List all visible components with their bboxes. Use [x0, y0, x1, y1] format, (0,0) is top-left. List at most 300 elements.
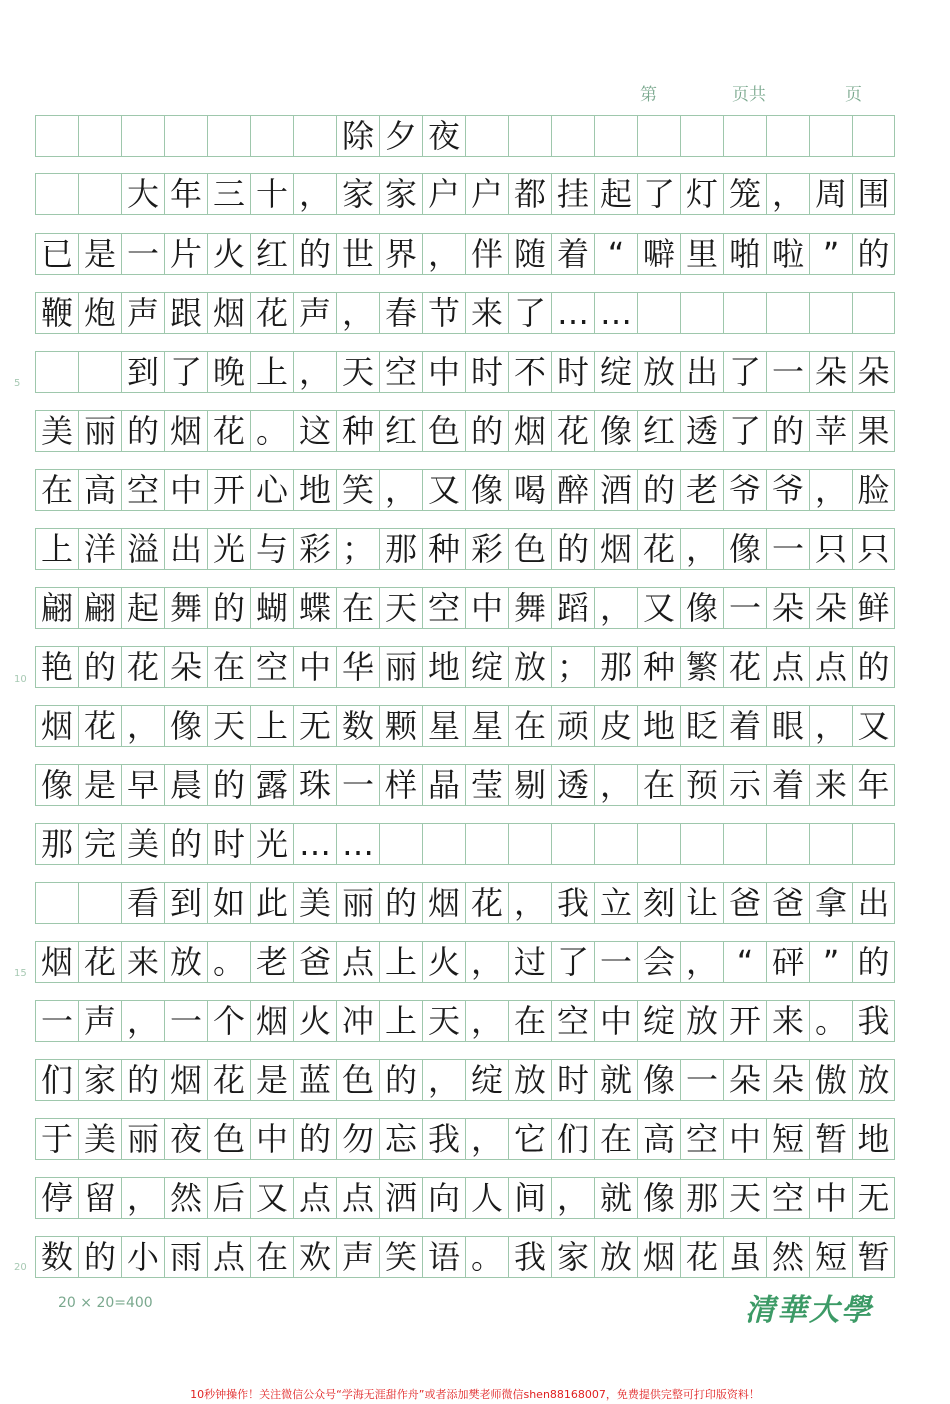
grid-cell: 放: [680, 1000, 723, 1042]
grid-cell: 的: [766, 410, 809, 452]
grid-cell: [723, 823, 766, 865]
grid-cell: [766, 292, 809, 334]
grid-cell: 色: [207, 1118, 250, 1160]
grid-cell: 又: [250, 1177, 293, 1219]
grid-cell: 高: [637, 1118, 680, 1160]
grid-cell: 出: [680, 351, 723, 393]
grid-row: [35, 173, 895, 215]
grid-cell: 户: [465, 173, 508, 215]
page-label-suffix: 页: [845, 85, 862, 105]
grid-cell: 如: [207, 882, 250, 924]
grid-cell: ，: [809, 705, 852, 747]
page-number-header: [640, 80, 880, 105]
grid-cell: 烟: [164, 410, 207, 452]
grid-cell: [35, 351, 78, 393]
grid-cell: [680, 823, 723, 865]
grid-cell: 空: [379, 351, 422, 393]
grid-cell: 就: [594, 1059, 637, 1101]
grid-cell: 我: [422, 1118, 465, 1160]
grid-cell: 家: [78, 1059, 121, 1101]
grid-cell: 老: [250, 941, 293, 983]
grid-cell: 光: [250, 823, 293, 865]
grid-row: [35, 1236, 895, 1278]
grid-cell: 到: [121, 351, 164, 393]
grid-cell: 欢: [293, 1236, 336, 1278]
grid-row: [35, 705, 895, 747]
grid-cell: 绽: [465, 1059, 508, 1101]
grid-cell: 早: [121, 764, 164, 806]
grid-cell: 中: [250, 1118, 293, 1160]
grid-cell: [78, 351, 121, 393]
grid-cell: ，: [379, 469, 422, 511]
grid-cell: 暂: [809, 1118, 852, 1160]
grid-cell: 花: [723, 646, 766, 688]
grid-row: [35, 764, 895, 806]
grid-cell: 傲: [809, 1059, 852, 1101]
grid-cell: 是: [250, 1059, 293, 1101]
grid-cell: 年: [164, 173, 207, 215]
grid-cell: 珠: [293, 764, 336, 806]
grid-cell: 声: [293, 292, 336, 334]
grid-cell: [637, 823, 680, 865]
grid-cell: 洒: [379, 1177, 422, 1219]
grid-cell: 星: [422, 705, 465, 747]
grid-cell: [723, 115, 766, 157]
grid-cell: 天: [379, 587, 422, 629]
grid-cell: 笑: [336, 469, 379, 511]
grid-cell: 花: [207, 410, 250, 452]
grid-cell: 笑: [379, 1236, 422, 1278]
grid-cell: 剔: [508, 764, 551, 806]
grid-cell: 艳: [35, 646, 78, 688]
grid-cell: 翩: [35, 587, 78, 629]
grid-cell: 中: [723, 1118, 766, 1160]
grid-cell: 繁: [680, 646, 723, 688]
grid-cell: 只: [809, 528, 852, 570]
grid-cell: [723, 292, 766, 334]
grid-cell: 绽: [637, 1000, 680, 1042]
grid-cell: 短: [809, 1236, 852, 1278]
grid-cell: 除: [336, 115, 379, 157]
grid-cell: 放: [164, 941, 207, 983]
grid-cell: 这: [293, 410, 336, 452]
grid-cell: 啦: [766, 233, 809, 275]
grid-cell: 晨: [164, 764, 207, 806]
grid-cell: ，: [121, 1000, 164, 1042]
grid-cell: 忘: [379, 1118, 422, 1160]
grid-cell: 冲: [336, 1000, 379, 1042]
grid-cell: 又: [637, 587, 680, 629]
grid-cell: 围: [852, 173, 895, 215]
grid-cell: ，: [680, 528, 723, 570]
grid-cell: [508, 115, 551, 157]
grid-cell: 了: [723, 410, 766, 452]
grid-cell: 美: [121, 823, 164, 865]
grid-cell: 灯: [680, 173, 723, 215]
grid-cell: 上: [35, 528, 78, 570]
grid-cell: 的: [121, 1059, 164, 1101]
grid-cell: 喝: [508, 469, 551, 511]
grid-cell: 像: [637, 1059, 680, 1101]
grid-cell: 向: [422, 1177, 465, 1219]
grid-cell: 洋: [78, 528, 121, 570]
grid-cell: 蝴: [250, 587, 293, 629]
grid-cell: 花: [78, 941, 121, 983]
grid-cell: 此: [250, 882, 293, 924]
grid-cell: 在: [594, 1118, 637, 1160]
grid-cell: 的: [207, 587, 250, 629]
grid-cell: ，: [594, 587, 637, 629]
grid-cell: 世: [336, 233, 379, 275]
grid-cell: 声: [336, 1236, 379, 1278]
grid-cell: 顽: [551, 705, 594, 747]
grid-cell: 就: [594, 1177, 637, 1219]
grid-cell: 家: [336, 173, 379, 215]
grid-cell: 放: [508, 1059, 551, 1101]
page-label-prefix: 第: [640, 85, 657, 105]
grid-cell: [809, 292, 852, 334]
grid-cell: 像: [465, 469, 508, 511]
grid-cell: [766, 115, 809, 157]
grid-cell: 晶: [422, 764, 465, 806]
promo-notice: 10秒钟操作！关注微信公众号“学海无涯甜作舟”或者添加樊老师微信shen88168007，免费提供完整可打印版资料！: [190, 1388, 760, 1401]
grid-cell: 的: [465, 410, 508, 452]
grid-cell: 绽: [594, 351, 637, 393]
grid-cell: 彩: [293, 528, 336, 570]
grid-cell: 家: [551, 1236, 594, 1278]
grid-cell: 砰: [766, 941, 809, 983]
margin-number: 20: [14, 1262, 27, 1273]
grid-cell: 声: [78, 1000, 121, 1042]
grid-cell: 爷: [766, 469, 809, 511]
grid-cell: [78, 173, 121, 215]
grid-cell: 空: [766, 1177, 809, 1219]
grid-cell: ，: [551, 1177, 594, 1219]
grid-cell: 火: [293, 1000, 336, 1042]
grid-cell: ，: [293, 173, 336, 215]
grid-cell: 花: [207, 1059, 250, 1101]
grid-cell: 起: [121, 587, 164, 629]
grid-cell: 了: [164, 351, 207, 393]
grid-cell: 天: [207, 705, 250, 747]
grid-cell: 高: [78, 469, 121, 511]
grid-cell: 一: [723, 587, 766, 629]
grid-cell: 它: [508, 1118, 551, 1160]
grid-cell: 短: [766, 1118, 809, 1160]
grid-cell: 的: [293, 1118, 336, 1160]
grid-cell: 出: [164, 528, 207, 570]
grid-cell: 语: [422, 1236, 465, 1278]
grid-cell: 一: [766, 528, 809, 570]
grid-cell: [293, 115, 336, 157]
grid-cell: 了: [637, 173, 680, 215]
grid-cell: 中: [293, 646, 336, 688]
grid-cell: 户: [422, 173, 465, 215]
grid-cell: 会: [637, 941, 680, 983]
grid-cell: 出: [852, 882, 895, 924]
grid-cell: 一: [680, 1059, 723, 1101]
grid-cell: ；: [336, 528, 379, 570]
grid-cell: 烟: [422, 882, 465, 924]
grid-cell: 那: [35, 823, 78, 865]
grid-cell: 眼: [766, 705, 809, 747]
grid-cell: ，: [465, 1000, 508, 1042]
grid-cell: 色: [508, 528, 551, 570]
grid-cell: 上: [250, 705, 293, 747]
grid-cell: 朵: [766, 587, 809, 629]
grid-cell: 时: [465, 351, 508, 393]
grid-cell: 像: [164, 705, 207, 747]
grid-cell: …: [336, 823, 379, 865]
grid-cell: 酒: [594, 469, 637, 511]
grid-cell: 翩: [78, 587, 121, 629]
grid-cell: [680, 292, 723, 334]
grid-cell: 了: [508, 292, 551, 334]
grid-cell: 完: [78, 823, 121, 865]
grid-cell: [508, 823, 551, 865]
grid-cell: 地: [422, 646, 465, 688]
grid-cell: 随: [508, 233, 551, 275]
grid-cell: 只: [852, 528, 895, 570]
grid-cell: [422, 823, 465, 865]
grid-cell: 了: [723, 351, 766, 393]
grid-cell: 放: [852, 1059, 895, 1101]
grid-cell: 然: [164, 1177, 207, 1219]
grid-cell: 人: [465, 1177, 508, 1219]
grid-cell: 到: [164, 882, 207, 924]
grid-cell: [78, 882, 121, 924]
grid-cell: 让: [680, 882, 723, 924]
grid-cell: 后: [207, 1177, 250, 1219]
grid-cell: [852, 115, 895, 157]
grid-cell: 脸: [852, 469, 895, 511]
grid-cell: 中: [809, 1177, 852, 1219]
grid-cell: …: [293, 823, 336, 865]
grid-cell: 里: [680, 233, 723, 275]
grid-cell: 舞: [508, 587, 551, 629]
grid-cell: 勿: [336, 1118, 379, 1160]
grid-cell: 示: [723, 764, 766, 806]
grid-cell: 在: [207, 646, 250, 688]
grid-cell: 立: [594, 882, 637, 924]
grid-cell: 天: [723, 1177, 766, 1219]
grid-cell: ”: [809, 233, 852, 275]
grid-cell: 朵: [852, 351, 895, 393]
grid-cell: ，: [508, 882, 551, 924]
grid-cell: 中: [465, 587, 508, 629]
grid-cell: 点: [809, 646, 852, 688]
grid-cell: 在: [336, 587, 379, 629]
grid-cell: [121, 115, 164, 157]
grid-cell: 烟: [637, 1236, 680, 1278]
grid-cell: ，: [465, 1118, 508, 1160]
grid-cell: 爸: [293, 941, 336, 983]
grid-cell: 炮: [78, 292, 121, 334]
grid-cell: ，: [465, 941, 508, 983]
grid-cell: 来: [465, 292, 508, 334]
grid-cell: 挂: [551, 173, 594, 215]
grid-cell: 美: [35, 410, 78, 452]
grid-cell: 春: [379, 292, 422, 334]
grid-cell: 美: [78, 1118, 121, 1160]
grid-cell: [250, 115, 293, 157]
grid-cell: 苹: [809, 410, 852, 452]
grid-cell: 点: [336, 1177, 379, 1219]
grid-cell: 空: [422, 587, 465, 629]
grid-cell: 三: [207, 173, 250, 215]
grid-cell: 像: [637, 1177, 680, 1219]
grid-cell: 们: [35, 1059, 78, 1101]
grid-cell: 红: [250, 233, 293, 275]
grid-cell: ，: [680, 941, 723, 983]
grid-cell: ，: [422, 233, 465, 275]
grid-cell: [207, 115, 250, 157]
grid-cell: 周: [809, 173, 852, 215]
grid-cell: 舞: [164, 587, 207, 629]
grid-cell: 烟: [35, 705, 78, 747]
grid-cell: 朵: [164, 646, 207, 688]
grid-cell: 花: [121, 646, 164, 688]
grid-cell: 地: [293, 469, 336, 511]
grid-cell: 朵: [809, 587, 852, 629]
grid-cell: 一: [35, 1000, 78, 1042]
grid-cell: 过: [508, 941, 551, 983]
grid-cell: 留: [78, 1177, 121, 1219]
grid-count-label: 20 × 20=400: [58, 1295, 153, 1311]
grid-cell: 的: [852, 941, 895, 983]
grid-cell: 鞭: [35, 292, 78, 334]
grid-cell: 来: [121, 941, 164, 983]
grid-cell: 的: [164, 823, 207, 865]
grid-row: [35, 1059, 895, 1101]
grid-cell: 放: [594, 1236, 637, 1278]
grid-cell: 莹: [465, 764, 508, 806]
grid-cell: ，: [121, 1177, 164, 1219]
grid-cell: 十: [250, 173, 293, 215]
page-label-mid: 页共: [732, 85, 766, 105]
grid-cell: 朵: [809, 351, 852, 393]
grid-cell: 无: [293, 705, 336, 747]
grid-row: [35, 292, 895, 334]
grid-cell: 朵: [766, 1059, 809, 1101]
title-row: [35, 115, 895, 157]
grid-cell: 伴: [465, 233, 508, 275]
grid-cell: 老: [680, 469, 723, 511]
grid-cell: …: [594, 292, 637, 334]
grid-cell: [379, 823, 422, 865]
grid-cell: 看: [121, 882, 164, 924]
grid-cell: …: [551, 292, 594, 334]
grid-cell: 夜: [422, 115, 465, 157]
grid-cell: 果: [852, 410, 895, 452]
grid-cell: 透: [551, 764, 594, 806]
grid-cell: 放: [508, 646, 551, 688]
grid-cell: 是: [78, 233, 121, 275]
margin-number: 15: [14, 968, 27, 979]
grid-cell: 晚: [207, 351, 250, 393]
grid-row: [35, 528, 895, 570]
grid-cell: 花: [465, 882, 508, 924]
grid-cell: [465, 823, 508, 865]
grid-row: [35, 941, 895, 983]
grid-cell: 夜: [164, 1118, 207, 1160]
grid-cell: 是: [78, 764, 121, 806]
grid-cell: 丽: [379, 646, 422, 688]
grid-row: [35, 1118, 895, 1160]
grid-row: [35, 351, 895, 393]
grid-cell: 着: [551, 233, 594, 275]
grid-cell: 放: [637, 351, 680, 393]
grid-cell: 星: [465, 705, 508, 747]
margin-number: 5: [14, 378, 21, 389]
grid-cell: ；: [551, 646, 594, 688]
grid-cell: 像: [680, 587, 723, 629]
grid-cell: 火: [207, 233, 250, 275]
grid-cell: 界: [379, 233, 422, 275]
grid-cell: 时: [207, 823, 250, 865]
grid-cell: 的: [121, 410, 164, 452]
grid-cell: 虽: [723, 1236, 766, 1278]
grid-cell: 种: [422, 528, 465, 570]
grid-cell: 上: [250, 351, 293, 393]
grid-cell: 种: [336, 410, 379, 452]
grid-cell: 着: [766, 764, 809, 806]
grid-cell: 的: [852, 646, 895, 688]
grid-cell: 点: [293, 1177, 336, 1219]
grid-cell: 然: [766, 1236, 809, 1278]
grid-cell: 那: [680, 1177, 723, 1219]
grid-cell: 们: [551, 1118, 594, 1160]
grid-cell: 的: [78, 646, 121, 688]
grid-row: [35, 587, 895, 629]
grid-cell: 又: [852, 705, 895, 747]
grid-cell: [766, 823, 809, 865]
grid-cell: 夕: [379, 115, 422, 157]
grid-cell: 花: [637, 528, 680, 570]
grid-cell: 蹈: [551, 587, 594, 629]
grid-cell: 蓝: [293, 1059, 336, 1101]
grid-cell: ，: [336, 292, 379, 334]
grid-cell: 地: [852, 1118, 895, 1160]
grid-cell: 预: [680, 764, 723, 806]
grid-cell: 上: [379, 941, 422, 983]
grid-cell: 醉: [551, 469, 594, 511]
grid-cell: 数: [35, 1236, 78, 1278]
grid-cell: [852, 823, 895, 865]
grid-cell: 我: [551, 882, 594, 924]
grid-cell: 心: [250, 469, 293, 511]
grid-cell: 烟: [164, 1059, 207, 1101]
grid-cell: 丽: [78, 410, 121, 452]
grid-row: [35, 823, 895, 865]
grid-cell: 透: [680, 410, 723, 452]
grid-cell: 起: [594, 173, 637, 215]
grid-row: [35, 469, 895, 511]
grid-cell: 在: [250, 1236, 293, 1278]
grid-row: [35, 882, 895, 924]
grid-cell: 节: [422, 292, 465, 334]
grid-cell: 中: [422, 351, 465, 393]
grid-cell: 蝶: [293, 587, 336, 629]
grid-cell: [637, 115, 680, 157]
grid-cell: 空: [250, 646, 293, 688]
grid-cell: 花: [551, 410, 594, 452]
grid-cell: 颗: [379, 705, 422, 747]
grid-cell: [594, 115, 637, 157]
grid-cell: 着: [723, 705, 766, 747]
grid-cell: 点: [766, 646, 809, 688]
grid-cell: 雨: [164, 1236, 207, 1278]
